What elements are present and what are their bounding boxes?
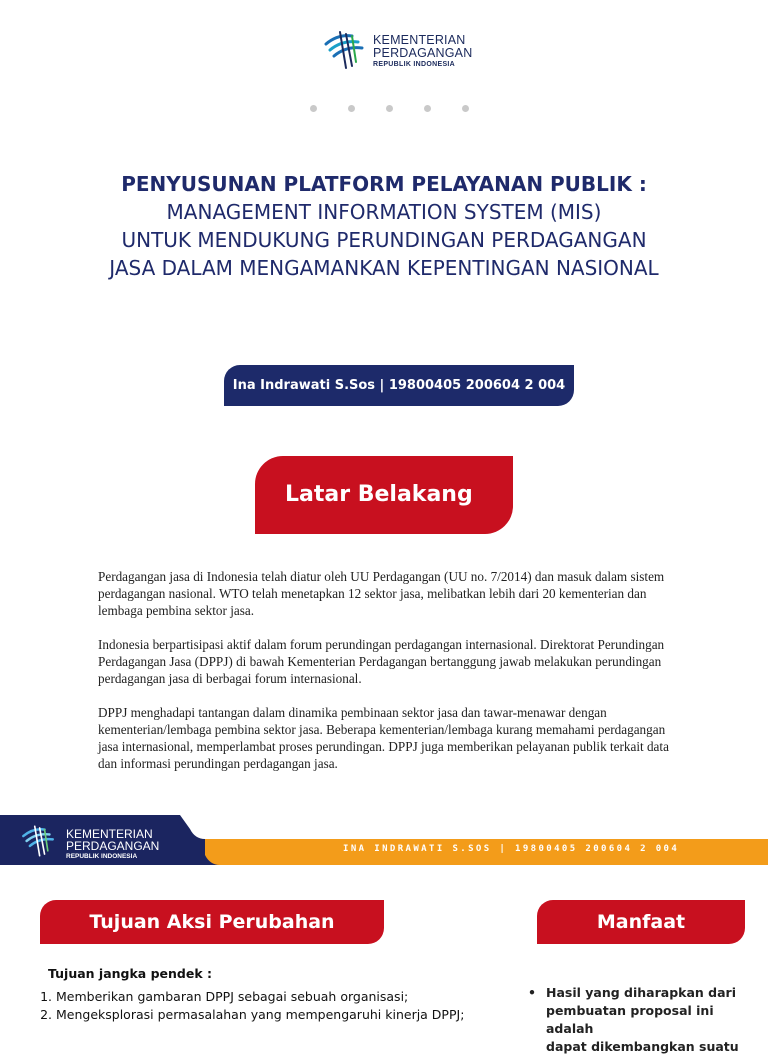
title-line-2: MANAGEMENT INFORMATION SYSTEM (MIS) (166, 200, 602, 224)
slide-dots (300, 105, 480, 115)
title-line-3: UNTUK MENDUKUNG PERUNDINGAN PERDAGANGAN (121, 228, 647, 252)
dot (462, 105, 469, 112)
latar-belakang-body (98, 568, 688, 789)
item-text: Mengeksplorasi permasalahan yang mempengaruhi kinerja DPPJ; (55, 1007, 465, 1022)
ministry-emblem-icon (322, 28, 366, 72)
logo-line-1: KEMENTERIAN (373, 33, 466, 47)
manfaat-heading: Manfaat (537, 900, 745, 944)
paragraph: DPPJ menghadapi tantangan dalam dinamika pembinaan sektor jasa dan tawar-menawar dengan kementerian/lembaga pembina sektor jasa. Beberapa kementerian/lembaga kurang memahami perdagangan jasa internasional, memperlambat proses perundingan. DPPJ juga memberikan pelayanan publik terkait data dan informasi perundingan perdagangan jasa. (98, 705, 669, 771)
document-title (30, 170, 738, 282)
manfaat-line-3: dapat dikembangkan suatu (546, 1039, 739, 1054)
paragraph: Indonesia berpartisipasi aktif dalam forum perundingan perdagangan internasional. Direktorat Perundingan Perdagangan Jasa (DPPJ) di bawah Kementerian Perdagangan bertanggung jawab melakukan perundingan perdagangan jasa di berbagai forum internasional. (98, 637, 665, 686)
title-line-1: PENYUSUNAN PLATFORM PELAYANAN PUBLIK : (121, 172, 647, 196)
latar-belakang-heading: Latar Belakang (255, 456, 513, 534)
list-item (22, 988, 464, 1006)
band-logo-text (66, 828, 159, 861)
item-number: 2. (40, 1007, 52, 1022)
manfaat-line-2: pembuatan proposal ini adalah (546, 1003, 714, 1036)
logo-line-3: REPUBLIK INDONESIA (373, 61, 456, 68)
logo-line-3: REPUBLIK INDONESIA (66, 853, 138, 860)
footer-band (0, 815, 768, 865)
ministry-emblem-icon (18, 823, 58, 859)
item-number: 1. (40, 989, 52, 1004)
manfaat-line-1: Hasil yang diharapkan dari (546, 985, 736, 1000)
logo-line-1: KEMENTERIAN (66, 827, 153, 841)
dot (348, 105, 355, 112)
band-shape (150, 815, 768, 865)
ministry-logo-text (373, 34, 472, 69)
band-author-text: INA INDRAWATI S.SOS | 19800405 200604 2 004 (343, 844, 680, 854)
author-bar: Ina Indrawati S.Sos | 19800405 200604 2 004 (224, 365, 574, 406)
dot (310, 105, 317, 112)
item-text: Memberikan gambaran DPPJ sebagai sebuah organisasi; (55, 989, 409, 1004)
tujuan-heading: Tujuan Aksi Perubahan (40, 900, 384, 944)
dot (424, 105, 431, 112)
list-item (22, 1006, 464, 1024)
tujuan-subhead: Tujuan jangka pendek : (48, 966, 213, 981)
bullet-icon: • (528, 985, 536, 1000)
logo-line-2: PERDAGANGAN (66, 839, 160, 853)
title-line-4: JASA DALAM MENGAMANKAN KEPENTINGAN NASIONAL (109, 256, 659, 280)
manfaat-body (528, 984, 748, 1056)
tujuan-list (22, 988, 464, 1024)
dot (386, 105, 393, 112)
ministry-logo (322, 28, 472, 74)
logo-line-2: PERDAGANGAN (373, 46, 473, 60)
paragraph: Perdagangan jasa di Indonesia telah diatur oleh UU Perdagangan (UU no. 7/2014) dan masuk dalam sistem perdagangan nasional. WTO telah menetapkan 12 sektor jasa, melibatkan lebih dari 20 kementerian dan lembaga pembina sektor jasa. (98, 569, 665, 618)
band-logo (18, 823, 160, 864)
